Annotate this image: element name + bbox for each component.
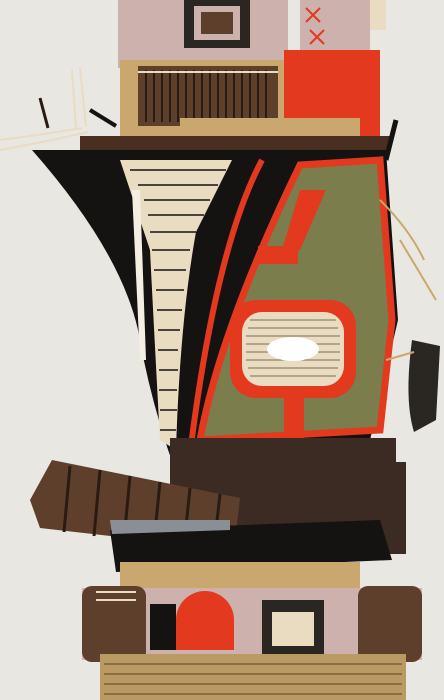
right-tassel	[408, 340, 440, 432]
bottom-panel	[82, 586, 422, 662]
upper-belt	[120, 50, 380, 145]
